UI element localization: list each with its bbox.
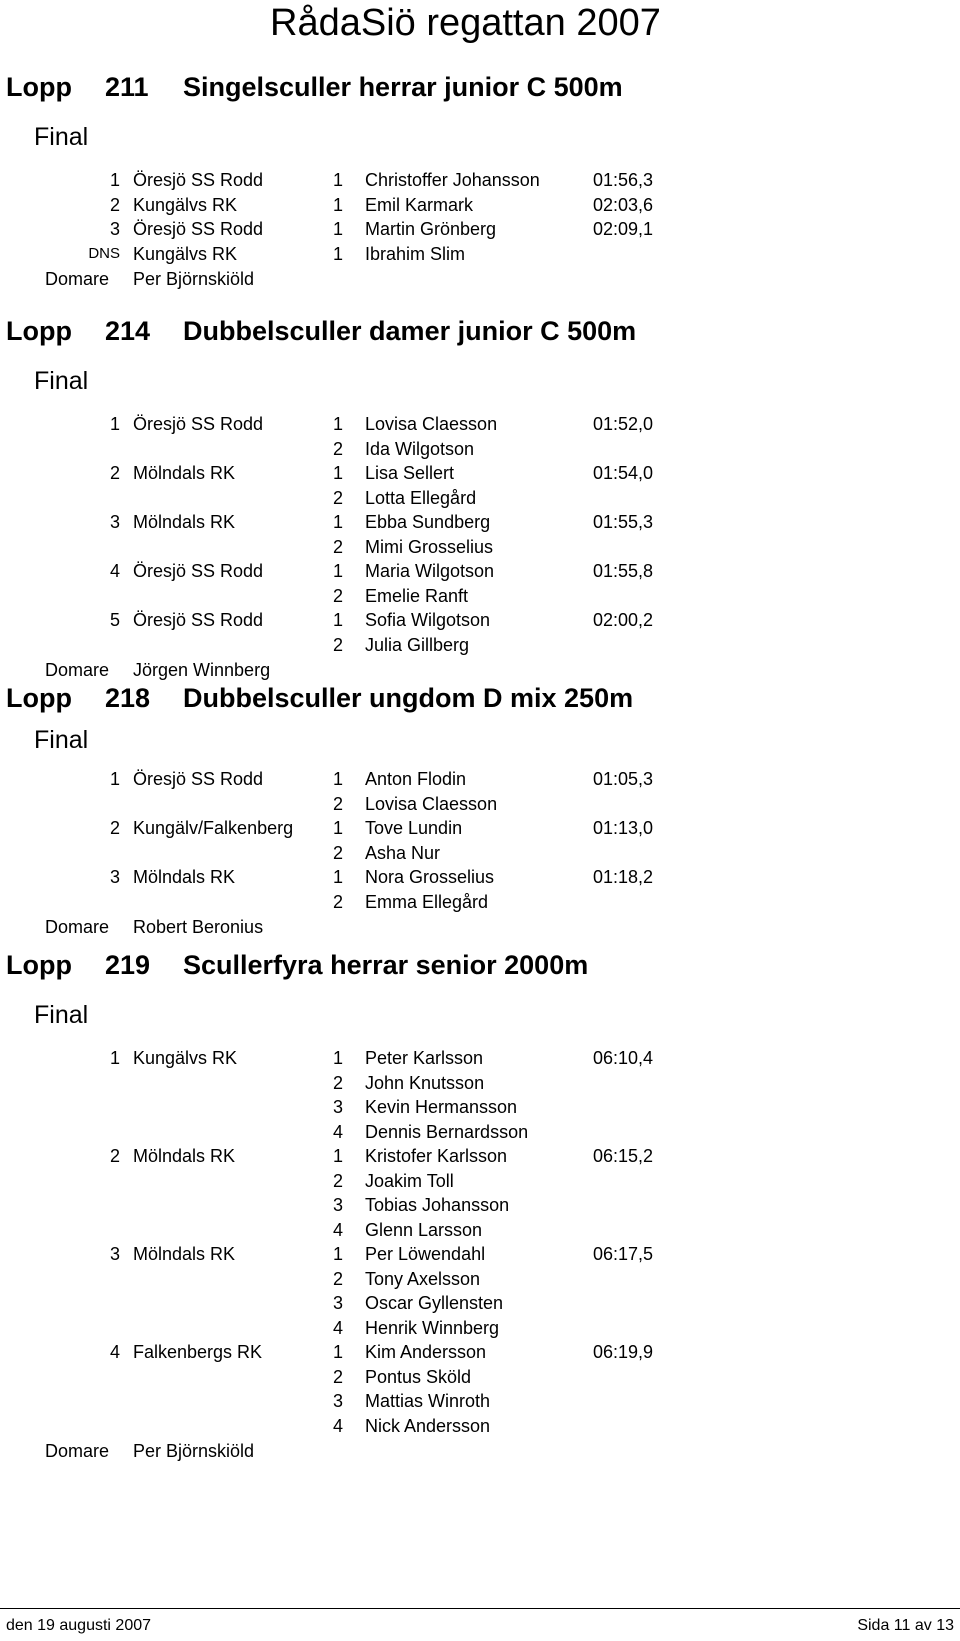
result-seat: 3	[333, 1391, 344, 1411]
result-time: 02:00,2	[593, 610, 654, 630]
result-place: DNS	[88, 244, 120, 262]
result-rower: Lovisa Claesson	[365, 793, 498, 814]
result-place: 2	[109, 1146, 120, 1166]
result-row	[0, 1193, 960, 1218]
race-header	[0, 306, 960, 356]
result-row	[0, 1071, 960, 1096]
race-number: 211	[105, 72, 149, 102]
result-club: Falkenbergs RK	[133, 1342, 263, 1362]
race-block	[0, 673, 960, 940]
result-seat: 2	[333, 793, 344, 814]
referee-name: Per Björnskiöld	[133, 1441, 255, 1461]
result-time: 01:13,0	[593, 818, 654, 838]
result-row	[0, 461, 960, 486]
result-row	[0, 535, 960, 560]
result-time: 01:18,2	[593, 867, 654, 887]
result-rower: Peter Karlsson	[365, 1048, 484, 1068]
result-seat: 3	[333, 1293, 344, 1313]
result-rower: Pontus Sköld	[365, 1366, 472, 1387]
result-rower: Christoffer Johansson	[365, 170, 540, 190]
result-row	[0, 437, 960, 462]
result-seat: 1	[333, 610, 344, 630]
page-footer	[0, 1608, 960, 1639]
result-row	[0, 1242, 960, 1267]
race-label: Lopp	[6, 72, 72, 102]
result-time: 01:52,0	[593, 414, 654, 434]
final-label: Final	[34, 123, 89, 151]
result-rower: Ebba Sundberg	[365, 512, 491, 532]
result-rower: Anton Flodin	[365, 769, 467, 789]
result-place: 5	[109, 610, 120, 630]
result-club: Öresjö SS Rodd	[133, 769, 264, 789]
result-rower: Kim Andersson	[365, 1342, 487, 1362]
result-place: 3	[109, 867, 120, 887]
result-club: Mölndals RK	[133, 463, 236, 483]
result-row	[0, 890, 960, 915]
result-row	[0, 1414, 960, 1439]
result-seat: 2	[333, 487, 344, 508]
result-row	[0, 1291, 960, 1316]
result-row	[0, 510, 960, 535]
result-club: Kungälvs RK	[133, 194, 238, 215]
result-time: 06:19,9	[593, 1342, 654, 1362]
result-row	[0, 865, 960, 890]
result-row	[0, 486, 960, 511]
result-row	[0, 193, 960, 218]
result-row	[0, 168, 960, 193]
result-rower: Tony Axelsson	[365, 1268, 481, 1289]
referee-name: Jörgen Winnberg	[133, 660, 271, 680]
result-time: 06:17,5	[593, 1244, 654, 1264]
result-rower: Joakim Toll	[365, 1170, 454, 1191]
result-row	[0, 792, 960, 817]
result-row	[0, 559, 960, 584]
result-row	[0, 816, 960, 841]
result-rower: John Knutsson	[365, 1072, 485, 1093]
result-seat: 1	[333, 867, 344, 887]
footer-page-number: Sida 11 av 13	[857, 1617, 954, 1634]
final-label: Final	[34, 726, 89, 754]
race-number: 219	[105, 950, 151, 980]
result-row	[0, 1267, 960, 1292]
result-place: 3	[109, 219, 120, 239]
result-club: Mölndals RK	[133, 867, 236, 887]
result-row	[0, 242, 960, 267]
result-row	[0, 584, 960, 609]
result-row	[0, 1389, 960, 1414]
result-seat: 1	[333, 463, 344, 483]
result-seat: 1	[333, 219, 344, 239]
race-block	[0, 306, 960, 683]
result-seat: 2	[333, 1170, 344, 1191]
result-seat: 1	[333, 194, 344, 215]
referee-label: Domare	[45, 660, 110, 680]
referee-label: Domare	[45, 1441, 110, 1461]
result-club: Kungälvs RK	[133, 1048, 238, 1068]
result-place: 4	[109, 1342, 120, 1362]
result-rower: Tobias Johansson	[365, 1195, 510, 1215]
result-row	[0, 1169, 960, 1194]
result-seat: 1	[333, 1342, 344, 1362]
result-time: 06:10,4	[593, 1048, 654, 1068]
result-club: Kungälv/Falkenberg	[133, 818, 294, 838]
result-club: Öresjö SS Rodd	[133, 561, 264, 581]
result-rower: Ida Wilgotson	[365, 438, 475, 459]
referee-line	[0, 1438, 960, 1464]
race-header	[0, 673, 960, 723]
race-name: Scullerfyra herrar senior 2000m	[183, 950, 589, 980]
result-seat: 1	[333, 561, 344, 581]
race-block	[0, 940, 960, 1464]
result-row	[0, 1144, 960, 1169]
result-seat: 4	[333, 1415, 344, 1436]
race-label: Lopp	[6, 683, 72, 713]
result-seat: 2	[333, 891, 344, 912]
result-row	[0, 217, 960, 242]
race-name: Singelsculler herrar junior C 500m	[183, 72, 623, 102]
result-seat: 1	[333, 170, 344, 190]
race-block	[0, 62, 960, 292]
result-place: 2	[109, 818, 120, 838]
result-time: 01:05,3	[593, 769, 654, 789]
result-row	[0, 1316, 960, 1341]
result-rower: Emelie Ranft	[365, 585, 469, 606]
result-rower: Per Löwendahl	[365, 1244, 486, 1264]
result-seat: 1	[333, 1048, 344, 1068]
result-rower: Lisa Sellert	[365, 463, 455, 483]
result-rower: Lovisa Claesson	[365, 414, 498, 434]
result-time: 01:56,3	[593, 170, 654, 190]
result-seat: 1	[333, 414, 344, 434]
result-club: Öresjö SS Rodd	[133, 414, 264, 434]
result-seat: 1	[333, 243, 344, 264]
result-rower: Nick Andersson	[365, 1415, 491, 1436]
document-title: RådaSiö regattan 2007	[270, 2, 661, 44]
result-club: Öresjö SS Rodd	[133, 610, 264, 630]
result-rower: Emma Ellegård	[365, 891, 489, 912]
result-time: 02:09,1	[593, 219, 654, 239]
result-club: Mölndals RK	[133, 512, 236, 532]
result-place: 3	[109, 1244, 120, 1264]
final-label: Final	[34, 367, 89, 395]
result-seat: 2	[333, 585, 344, 606]
result-row	[0, 767, 960, 792]
result-time: 02:03,6	[593, 194, 654, 215]
referee-name: Robert Beronius	[133, 917, 264, 937]
result-rower: Glenn Larsson	[365, 1219, 483, 1240]
result-seat: 3	[333, 1097, 344, 1117]
result-rower: Emil Karmark	[365, 194, 474, 215]
result-seat: 1	[333, 1244, 344, 1264]
result-seat: 2	[333, 634, 344, 655]
result-seat: 4	[333, 1219, 344, 1240]
result-row	[0, 1340, 960, 1365]
race-label: Lopp	[6, 950, 72, 980]
result-rower: Martin Grönberg	[365, 219, 497, 239]
result-row	[0, 1218, 960, 1243]
result-club: Öresjö SS Rodd	[133, 219, 264, 239]
result-seat: 2	[333, 536, 344, 557]
result-rower: Sofia Wilgotson	[365, 610, 491, 630]
result-rower: Maria Wilgotson	[365, 561, 495, 581]
result-rower: Lotta Ellegård	[365, 487, 477, 508]
result-rower: Ibrahim Slim	[365, 243, 466, 264]
result-seat: 2	[333, 1366, 344, 1387]
result-seat: 1	[333, 512, 344, 532]
result-club: Mölndals RK	[133, 1146, 236, 1166]
result-row	[0, 1095, 960, 1120]
result-place: 2	[109, 463, 120, 483]
result-rower: Tove Lundin	[365, 818, 463, 838]
result-row	[0, 608, 960, 633]
result-seat: 2	[333, 1268, 344, 1289]
result-seat: 1	[333, 769, 344, 789]
result-rower: Mattias Winroth	[365, 1391, 491, 1411]
result-row	[0, 841, 960, 866]
result-time: 01:54,0	[593, 463, 654, 483]
result-seat: 4	[333, 1121, 344, 1142]
result-rower: Nora Grosselius	[365, 867, 495, 887]
result-seat: 1	[333, 818, 344, 838]
result-place: 4	[109, 561, 120, 581]
race-name: Dubbelsculler damer junior C 500m	[183, 316, 637, 346]
referee-name: Per Björnskiöld	[133, 269, 255, 289]
race-header	[0, 62, 960, 112]
result-time: 06:15,2	[593, 1146, 654, 1166]
race-label: Lopp	[6, 316, 72, 346]
result-row	[0, 1120, 960, 1145]
result-time: 01:55,8	[593, 561, 654, 581]
result-time: 01:55,3	[593, 512, 654, 532]
result-row	[0, 633, 960, 658]
race-header	[0, 940, 960, 990]
result-place: 1	[109, 414, 120, 434]
result-rower: Oscar Gyllensten	[365, 1293, 504, 1313]
race-number: 214	[105, 316, 151, 346]
referee-label: Domare	[45, 269, 110, 289]
result-row	[0, 1046, 960, 1071]
result-club: Mölndals RK	[133, 1244, 236, 1264]
footer-date: den 19 augusti 2007	[6, 1617, 152, 1634]
result-place: 1	[109, 1048, 120, 1068]
result-seat: 2	[333, 438, 344, 459]
result-seat: 4	[333, 1317, 344, 1338]
result-row	[0, 412, 960, 437]
final-label: Final	[34, 1001, 89, 1029]
race-name: Dubbelsculler ungdom D mix 250m	[183, 683, 634, 713]
result-rower: Julia Gillberg	[365, 634, 470, 655]
result-rower: Dennis Bernardsson	[365, 1121, 529, 1142]
race-number: 218	[105, 683, 151, 713]
result-rower: Kevin Hermansson	[365, 1097, 518, 1117]
result-rower: Henrik Winnberg	[365, 1317, 500, 1338]
referee-line	[0, 266, 960, 292]
result-place: 3	[109, 512, 120, 532]
result-place: 1	[109, 769, 120, 789]
result-place: 2	[109, 194, 120, 215]
result-rower: Asha Nur	[365, 842, 441, 863]
result-rower: Mimi Grosselius	[365, 536, 494, 557]
result-seat: 2	[333, 842, 344, 863]
result-club: Kungälvs RK	[133, 243, 238, 264]
result-rower: Kristofer Karlsson	[365, 1146, 508, 1166]
result-club: Öresjö SS Rodd	[133, 170, 264, 190]
referee-line	[0, 914, 960, 940]
result-seat: 2	[333, 1072, 344, 1093]
result-seat: 1	[333, 1146, 344, 1166]
result-seat: 3	[333, 1195, 344, 1215]
referee-label: Domare	[45, 917, 110, 937]
result-row	[0, 1365, 960, 1390]
result-place: 1	[109, 170, 120, 190]
